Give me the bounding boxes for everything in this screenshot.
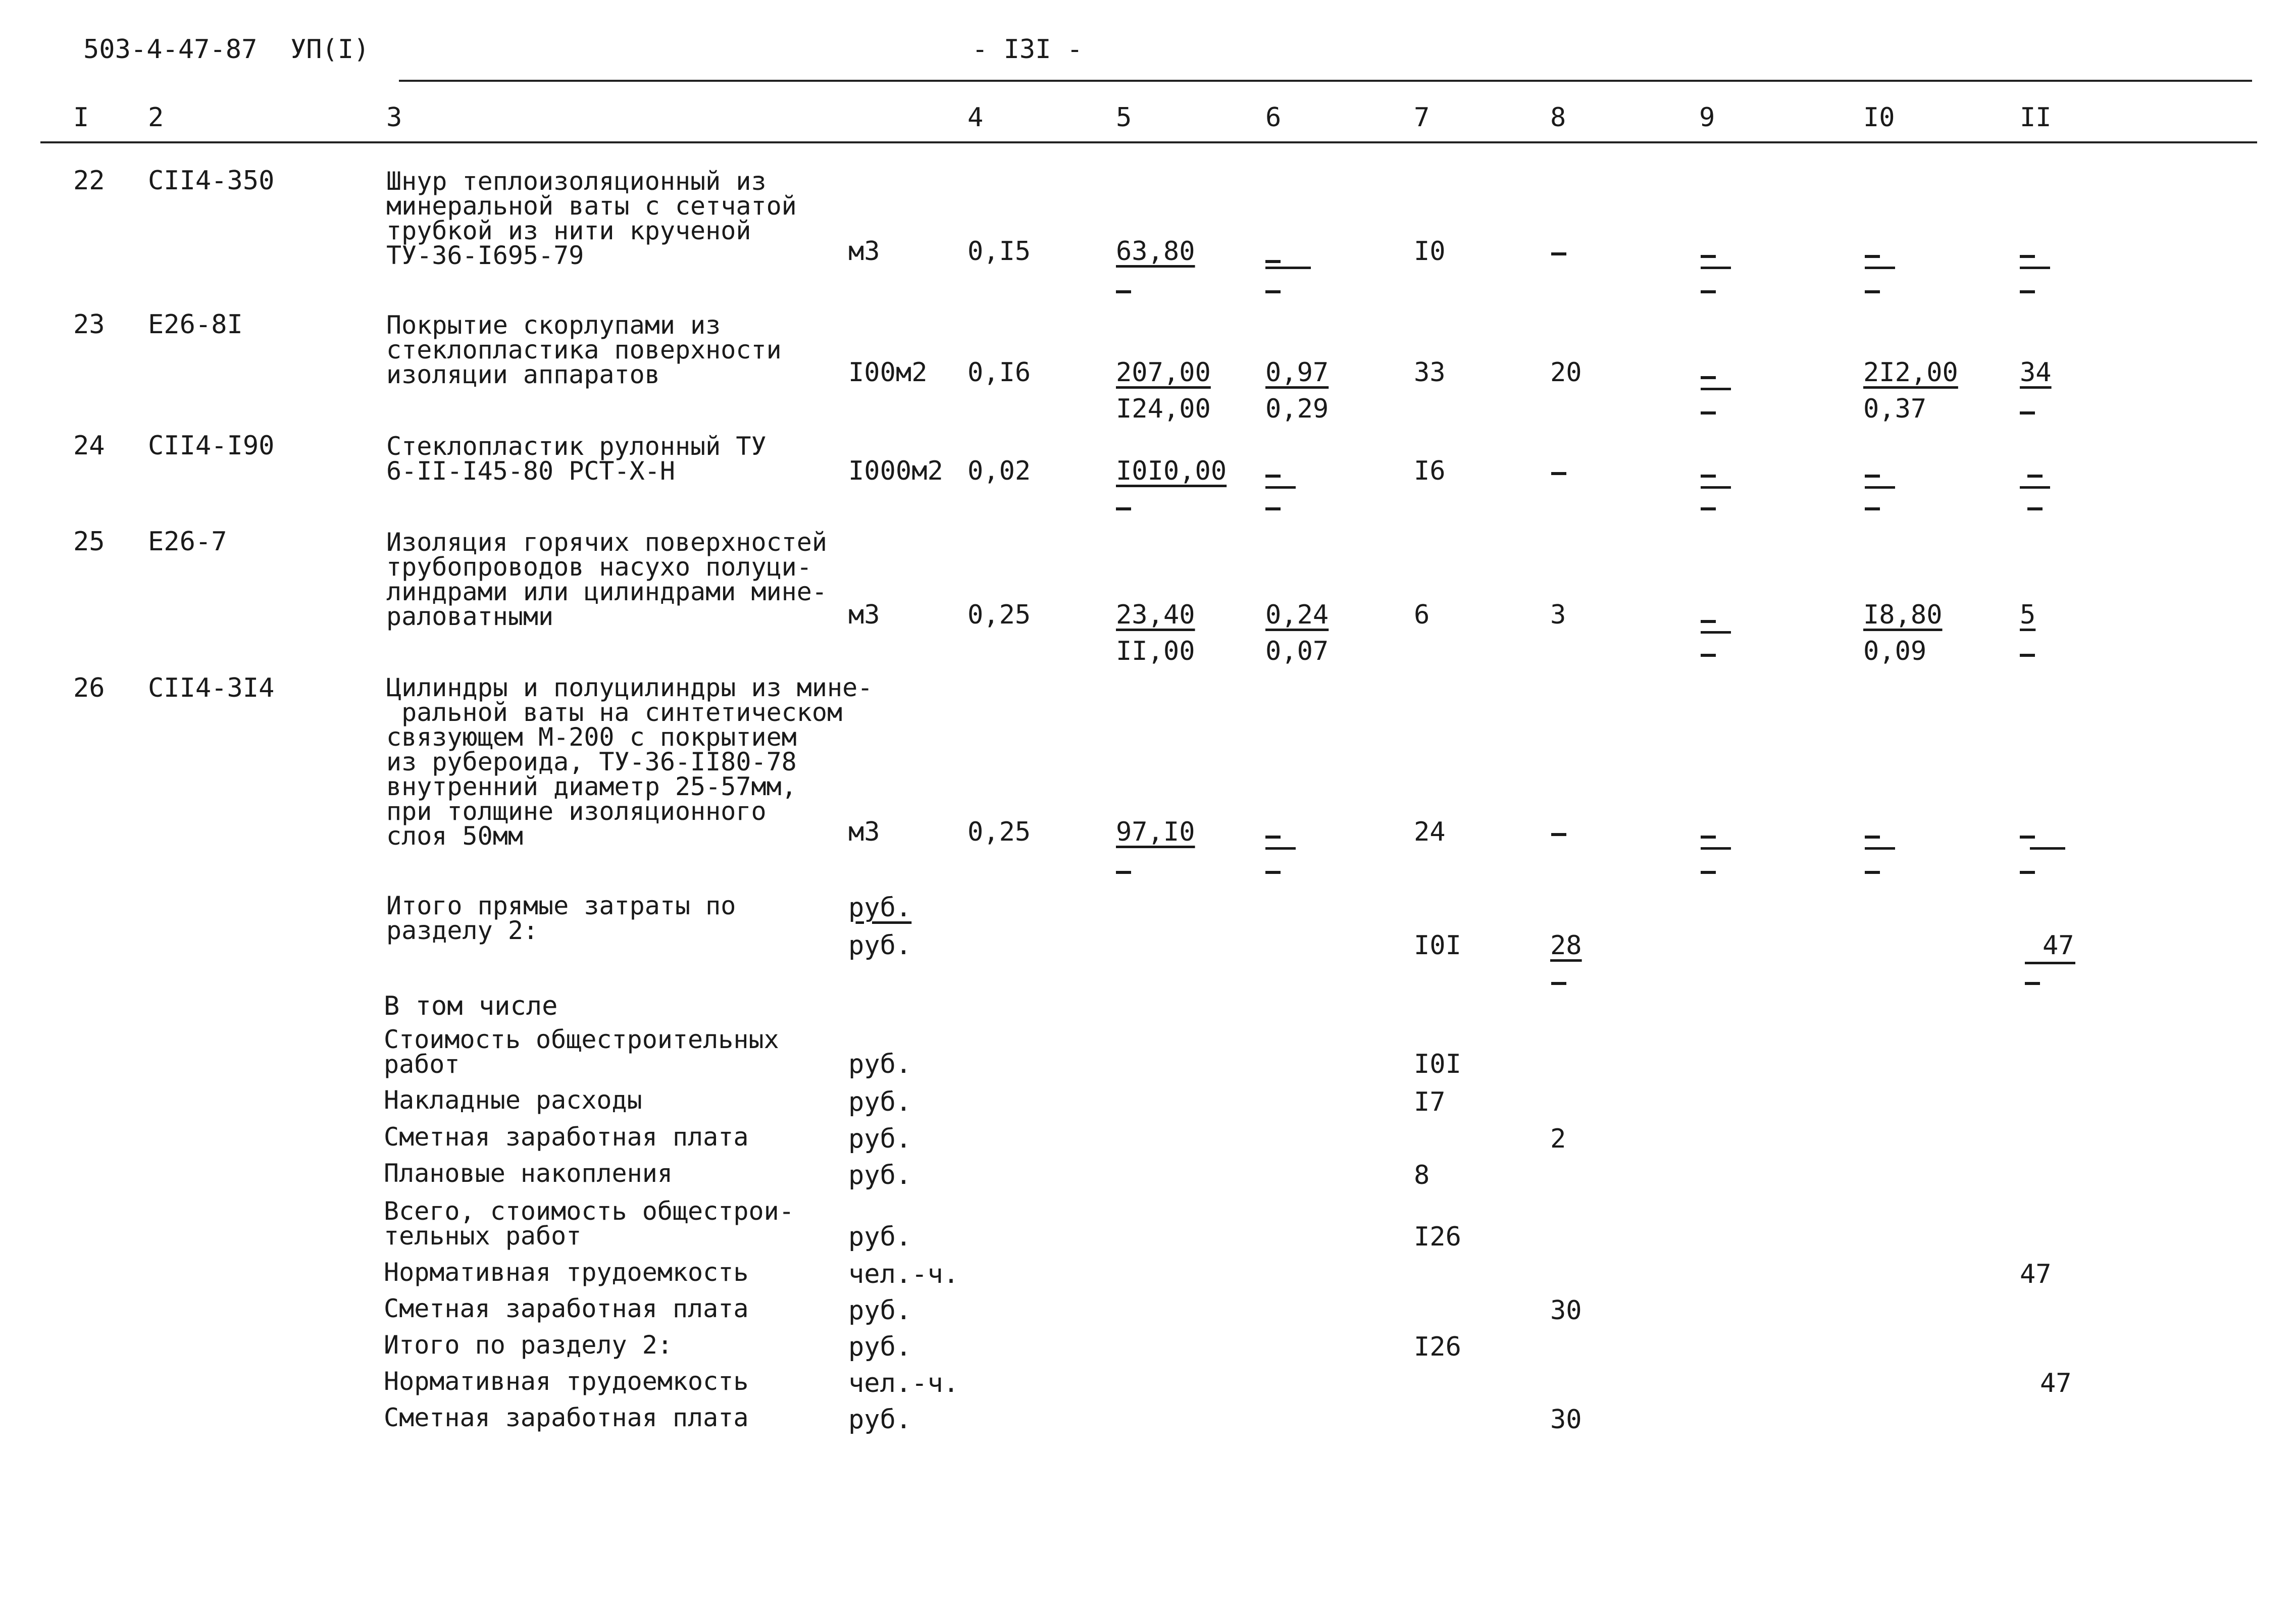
row-price-sub: I24,00 [1116, 394, 1211, 424]
totals-line-label: Сметная заработная плата [384, 1403, 749, 1432]
row-col7: 24 [1414, 817, 1446, 847]
row-col11: 34 [2020, 357, 2052, 388]
col11-underline [2020, 486, 2050, 489]
row-code: E26-8I [148, 309, 243, 340]
col9-underline [1701, 847, 1731, 850]
totals-line-label: Плановые накопления [384, 1159, 673, 1188]
col9-bottom [1701, 871, 1716, 874]
col6-top [1265, 475, 1281, 478]
col9-top [1701, 620, 1716, 623]
column-header: 6 [1265, 102, 1282, 133]
totals-direct-col8: 28 [1550, 930, 1582, 961]
row-number: 22 [73, 166, 105, 196]
row-col10-sub: 0,37 [1863, 394, 1927, 424]
totals-line-label: Нормативная трудоемкость [384, 1367, 749, 1396]
row-price: 63,80 [1116, 236, 1195, 267]
row-col8: 20 [1550, 357, 1582, 388]
row-price: 97,I0 [1116, 817, 1195, 847]
row-number: 23 [73, 309, 105, 340]
row-price-sub [1116, 290, 1131, 293]
totals-line-col8: 30 [1550, 1405, 1582, 1435]
col10-bottom [1865, 871, 1880, 874]
totals-line-label: Итого по разделу 2: [384, 1330, 673, 1360]
column-header: 4 [967, 102, 984, 133]
row-price-sub [1116, 871, 1131, 874]
col9-underline [1701, 631, 1731, 634]
col10-underline [1865, 267, 1895, 269]
column-header: I0 [1863, 102, 1895, 133]
totals-line-label: Стоимость общестроительных работ [384, 1025, 779, 1079]
row-description: Цилиндры и полуцилиндры из мине- ральной ваты на синтетическом связующем М-200 с покрытием из рубероида, ТУ-36-II80-78 внутренний диаметр 25-57мм, при толщине изоляционного слоя 50мм [386, 673, 873, 851]
col6-top [1265, 260, 1281, 263]
col6-underline [1265, 267, 1311, 269]
row-number: 26 [73, 673, 105, 703]
totals-line-unit: руб. [848, 1124, 912, 1154]
row-col10-sub: 0,09 [1863, 636, 1927, 666]
col6-underline [1265, 847, 1296, 850]
col11-bottom [2027, 507, 2043, 510]
totals-line-label: Всего, стоимость общестрои- тельных работ [384, 1197, 794, 1251]
totals-line-unit: руб. [848, 1295, 912, 1326]
totals-direct-col8-sub [1551, 982, 1566, 985]
row-col10: I8,80 [1863, 600, 1943, 630]
totals-line-col11: 47 [2020, 1259, 2052, 1289]
row-col8 [1551, 252, 1566, 255]
col6-bottom [1265, 507, 1281, 510]
row-col8 [1551, 472, 1566, 475]
col11-underline [2020, 267, 2050, 269]
totals-line-col7: 8 [1414, 1160, 1430, 1190]
column-header: 7 [1414, 102, 1430, 133]
row-description: Покрытие скорлупами из стеклопластика поверхности изоляции аппаратов [386, 310, 782, 389]
totals-line-col7: I0I [1414, 1049, 1461, 1079]
column-header: II [2020, 102, 2052, 133]
totals-line-unit: руб. [848, 1405, 912, 1435]
row-col11: 5 [2020, 600, 2036, 630]
col9-bottom [1701, 507, 1716, 510]
col10-underline [1865, 847, 1895, 850]
totals-line-col8: 30 [1550, 1295, 1582, 1326]
column-header: 8 [1550, 102, 1566, 133]
row-price: 207,00 [1116, 357, 1211, 388]
document-code: 503-4-47-87 [83, 34, 258, 65]
col11-bottom [2020, 411, 2035, 414]
row-quantity: 0,I6 [967, 357, 1031, 388]
row-col10: 2I2,00 [1863, 357, 1958, 388]
row-col6-sub: 0,07 [1265, 636, 1329, 666]
row-unit: I00м2 [848, 357, 928, 388]
totals-direct-unit2: руб. [848, 930, 912, 961]
col9-underline [1701, 267, 1731, 269]
col9-top [1701, 376, 1716, 379]
totals-line-col7: I7 [1414, 1087, 1446, 1117]
row-code: CII4-I90 [148, 431, 275, 461]
row-number: 25 [73, 527, 105, 557]
col11-bottom [2020, 654, 2035, 657]
row-price: I0I0,00 [1116, 456, 1227, 486]
including-label: В том числе [384, 991, 558, 1021]
totals-line-label: Нормативная трудоемкость [384, 1258, 749, 1287]
col9-top [1701, 255, 1716, 258]
row-number: 24 [73, 431, 105, 461]
col9-top [1701, 836, 1716, 839]
totals-line-unit: руб. [848, 1160, 912, 1190]
totals-line-unit: руб. [848, 1222, 912, 1252]
row-unit: м3 [848, 817, 880, 847]
col6-top [1265, 836, 1281, 839]
col11-top [2020, 836, 2035, 839]
column-header: 5 [1116, 102, 1132, 133]
totals-line-unit: чел.-ч. [848, 1259, 959, 1289]
column-header: 2 [148, 102, 164, 133]
totals-direct-col11: 47 [2043, 930, 2074, 961]
row-description: Стеклопластик рулонный ТУ 6-II-I45-80 РСТ-Х-Н [386, 432, 767, 486]
totals-line-unit: руб. [848, 1087, 912, 1117]
row-unit: м3 [848, 600, 880, 630]
totals-line-label: Сметная заработная плата [384, 1294, 749, 1323]
col6-bottom [1265, 290, 1281, 293]
row-code: CII4-3I4 [148, 673, 275, 703]
totals-line-col11: 47 [2040, 1368, 2072, 1398]
totals-direct-col11-underline [2025, 962, 2075, 964]
column-header: 3 [386, 102, 402, 133]
col9-underline [1701, 388, 1731, 390]
row-col7: 6 [1414, 600, 1430, 630]
row-col6-sub: 0,29 [1265, 394, 1329, 424]
column-header: I [73, 102, 89, 133]
col9-bottom [1701, 411, 1716, 414]
row-quantity: 0,25 [967, 600, 1031, 630]
row-code: CII4-350 [148, 166, 275, 196]
totals-direct-col7: I0I [1414, 930, 1461, 961]
col10-top [1865, 475, 1880, 478]
row-code: E26-7 [148, 527, 227, 557]
row-col8 [1551, 833, 1566, 836]
totals-line-label: Сметная заработная плата [384, 1122, 749, 1152]
col10-bottom [1865, 507, 1880, 510]
col9-bottom [1701, 654, 1716, 657]
col11-underline [2030, 847, 2065, 850]
row-quantity: 0,25 [967, 817, 1031, 847]
row-col6: 0,24 [1265, 600, 1329, 630]
row-col7: I0 [1414, 236, 1446, 267]
header-rule-bottom [40, 141, 2257, 143]
col11-bottom [2020, 290, 2035, 293]
totals-line-unit: руб. [848, 1332, 912, 1362]
totals-line-col7: I26 [1414, 1222, 1461, 1252]
sheet-label: УП(I) [290, 34, 370, 65]
row-unit: м3 [848, 236, 880, 267]
col10-bottom [1865, 290, 1880, 293]
col11-top [2020, 255, 2035, 258]
row-col7: I6 [1414, 456, 1446, 486]
totals-direct-unit1: руб. [848, 893, 912, 923]
row-col7: 33 [1414, 357, 1446, 388]
col9-bottom [1701, 290, 1716, 293]
column-header: 9 [1699, 102, 1715, 133]
header-rule-top [399, 80, 2252, 82]
totals-line-col7: I26 [1414, 1332, 1461, 1362]
row-col8: 3 [1550, 600, 1566, 630]
row-description: Шнур теплоизоляционный из минеральной ваты с сетчатой трубкой из нити крученой ТУ-36-I695-79 [386, 167, 797, 270]
totals-direct-label: Итого прямые затраты по разделу 2: [386, 891, 736, 945]
row-col6: 0,97 [1265, 357, 1329, 388]
row-description: Изоляция горячих поверхностей трубопроводов насухо полуци- линдрами или цилиндрами мине- раловатными [386, 528, 827, 631]
totals-line-unit: руб. [848, 1049, 912, 1079]
col6-underline [1265, 486, 1296, 489]
col6-bottom [1265, 871, 1281, 874]
col10-top [1865, 836, 1880, 839]
col9-underline [1701, 486, 1731, 489]
col9-top [1701, 475, 1716, 478]
col10-underline [1865, 486, 1895, 489]
totals-direct-col11-sub [2025, 982, 2040, 985]
row-price-sub: II,00 [1116, 636, 1195, 666]
totals-line-unit: чел.-ч. [848, 1368, 959, 1398]
row-quantity: 0,I5 [967, 236, 1031, 267]
row-unit: I000м2 [848, 456, 943, 486]
col10-top [1865, 255, 1880, 258]
col11-top [2027, 475, 2043, 478]
page-number: - I3I - [972, 34, 1083, 65]
row-price: 23,40 [1116, 600, 1195, 630]
row-price-sub [1116, 507, 1131, 510]
row-quantity: 0,02 [967, 456, 1031, 486]
totals-line-col8: 2 [1550, 1124, 1566, 1154]
totals-line-label: Накладные расходы [384, 1085, 642, 1115]
col11-bottom [2020, 871, 2035, 874]
